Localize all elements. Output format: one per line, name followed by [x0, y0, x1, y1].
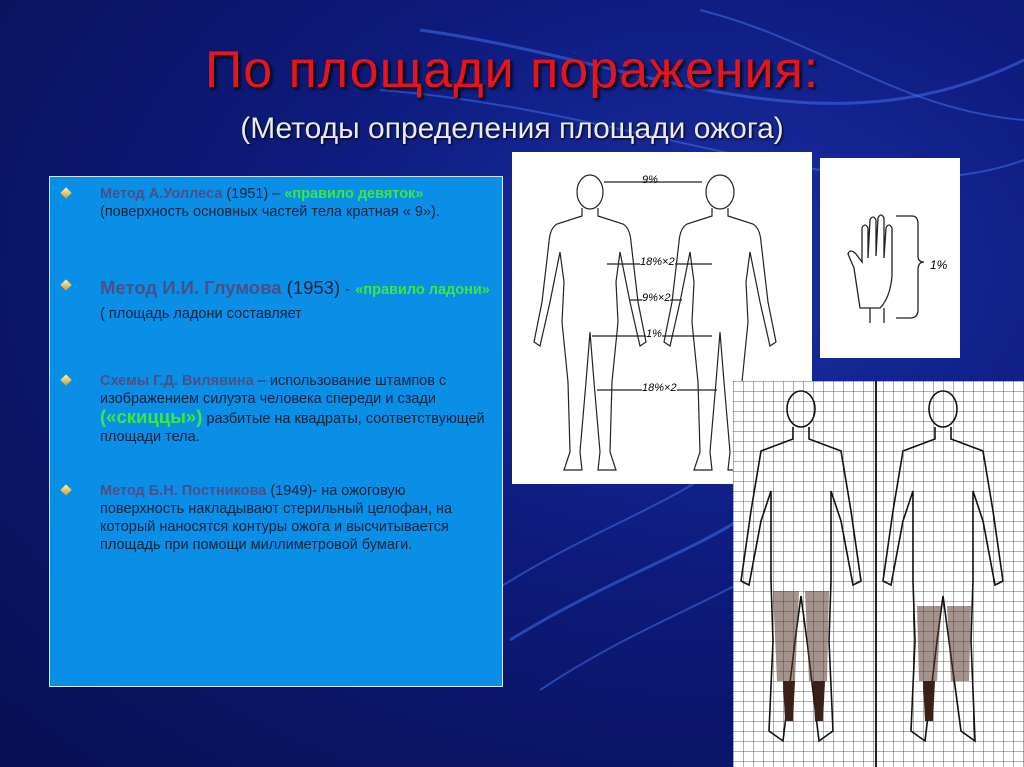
label-legs: 18%×2: [642, 382, 677, 394]
method-name: Метод А.Уоллеса: [100, 186, 223, 202]
method-sep: -: [345, 282, 351, 298]
diamond-bullet-icon: [60, 187, 71, 198]
grid-body-drawing: [733, 381, 1024, 767]
grid-body-chart-figure: [733, 381, 1024, 767]
method-desc-1: использование штампов с изображением силуэта человека спереди и сзади: [100, 373, 447, 407]
method-rule: «правило девяток»: [284, 186, 424, 202]
label-genital: 1%: [646, 328, 662, 340]
method-desc: на ожоговую поверхность накладывают стерильный целофан, на который наносятся контуры ожога и высчитывается площадь при помощи миллиметровой бумаги.: [100, 483, 453, 553]
method-name: Метод И.И. Глумова: [100, 277, 282, 298]
methods-textbox: [49, 176, 503, 687]
method-name: Схемы Г.Д. Вилявина: [100, 373, 254, 389]
label-trunk: 18%×2: [640, 256, 675, 268]
method-desc: ( площадь ладони составляет: [100, 306, 302, 322]
slide-subtitle: (Методы определения площади ожога): [240, 112, 784, 145]
method-rule: («скиццы»): [100, 406, 203, 427]
method-vilyavin: [50, 372, 490, 446]
method-rule: «правило ладони»: [355, 282, 490, 298]
palm-rule-figure: [820, 158, 960, 358]
label-head: 9%: [642, 174, 658, 186]
method-desc-2: разбитые на квадраты, соответствующей площади тела.: [100, 411, 485, 445]
method-glumov: [50, 277, 490, 325]
method-postnikov: [50, 482, 490, 554]
slide-title: По площади поражения:: [204, 41, 820, 99]
diamond-bullet-icon: [60, 374, 71, 385]
method-year: (1953): [286, 277, 341, 298]
method-year: (1949)-: [270, 483, 318, 499]
method-name: Метод Б.Н. Постникова: [100, 483, 267, 499]
label-arms: 9%×2: [642, 292, 671, 304]
method-wallace: [50, 185, 490, 221]
method-desc: (поверхность основных частей тела кратная « 9»).: [100, 204, 440, 220]
diamond-bullet-icon: [60, 279, 71, 290]
method-dash: –: [257, 373, 266, 389]
diamond-bullet-icon: [60, 484, 71, 495]
palm-label: 1%: [930, 258, 948, 272]
method-year: (1951) –: [226, 186, 281, 202]
